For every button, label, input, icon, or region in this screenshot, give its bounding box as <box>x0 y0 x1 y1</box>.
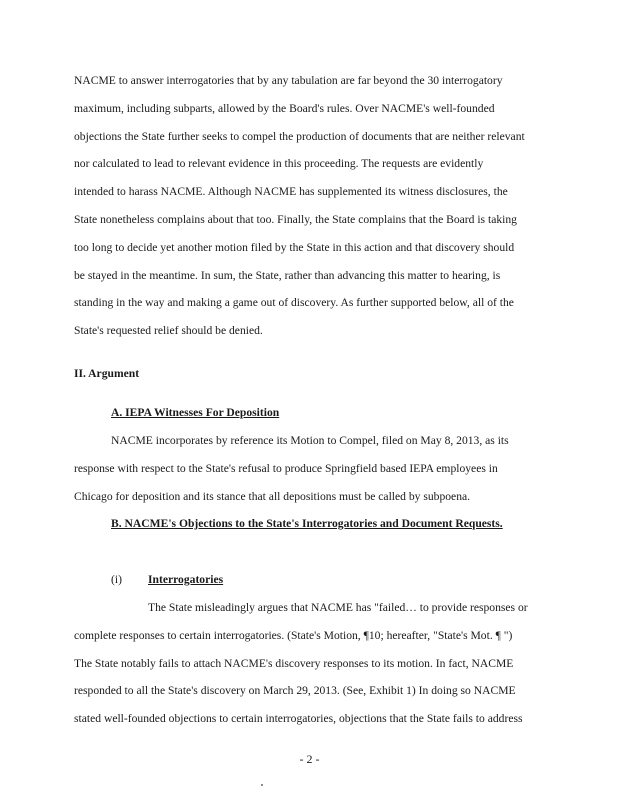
text-line: objections the State further seeks to compel the production of documents that are neither relevant <box>74 130 525 143</box>
text-line: NACME to answer interrogatories that by any tabulation are far beyond the 30 interrogatory <box>74 74 503 87</box>
scan-speck <box>261 784 263 786</box>
item-i-number: (i) <box>111 573 122 586</box>
subsection-a-heading: A. IEPA Witnesses For Deposition <box>111 406 280 419</box>
page-number: - 2 - <box>299 752 320 766</box>
text-line: State's requested relief should be denied. <box>74 324 263 337</box>
subsection-b-heading: B. NACME's Objections to the State's Interrogatories and Document Requests. <box>111 517 503 530</box>
text-line: NACME incorporates by reference its Motion to Compel, filed on May 8, 2013, as its <box>111 434 509 447</box>
text-line: State nonetheless complains about that too. Finally, the State complains that the Board is taking <box>74 213 517 226</box>
text-line: The State misleadingly argues that NACME has "failed… to provide responses or <box>148 601 528 614</box>
text-line: nor calculated to lead to relevant evidence in this proceeding. The requests are evidently <box>74 157 484 170</box>
text-line: too long to decide yet another motion filed by the State in this action and that discovery should <box>74 241 515 254</box>
text-line: stated well-founded objections to certain interrogatories, objections that the State fails to address <box>74 712 523 725</box>
text-line: Chicago for deposition and its stance that all depositions must be called by subpoena. <box>74 490 471 503</box>
text-line: be stayed in the meantime. In sum, the State, rather than advancing this matter to hearing, is <box>74 269 501 282</box>
text-line: The State notably fails to attach NACME's discovery responses to its motion. In fact, NACME <box>74 657 514 670</box>
text-line: response with respect to the State's refusal to produce Springfield based IEPA employees in <box>74 462 498 475</box>
text-line: responded to all the State's discovery on March 29, 2013. (See, Exhibit 1) In doing so NACME <box>74 684 516 697</box>
item-i-title: Interrogatories <box>148 573 224 586</box>
text-line: maximum, including subparts, allowed by the Board's rules. Over NACME's well-founded <box>74 102 495 115</box>
text-line: complete responses to certain interrogatories. (State's Motion, ¶10; hereafter, "State's Mot. ¶ ") <box>74 629 513 642</box>
section-heading: II. Argument <box>74 367 140 380</box>
text-line: standing in the way and making a game out of discovery. As further supported below, all of the <box>74 296 514 309</box>
text-line: intended to harass NACME. Although NACME has supplemented its witness disclosures, the <box>74 185 508 198</box>
